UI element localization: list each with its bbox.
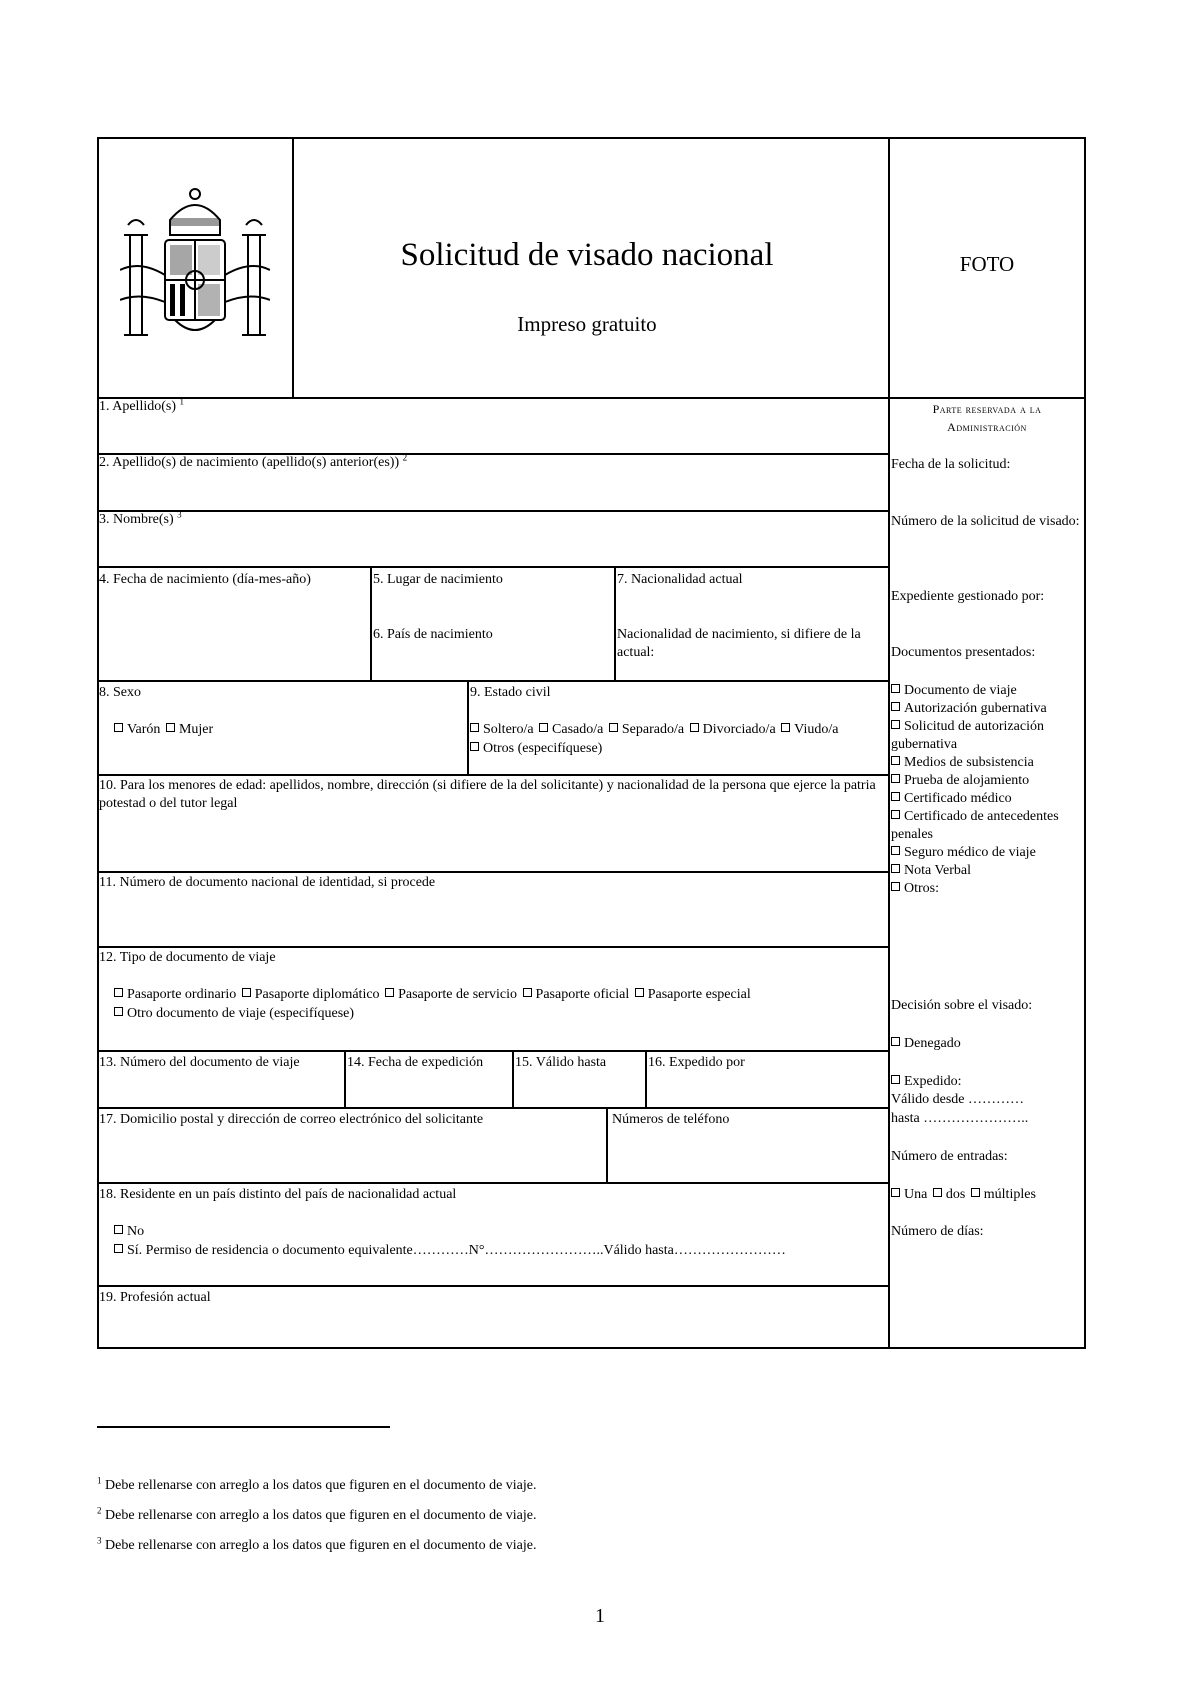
resident-yes-option[interactable]: Sí. Permiso de residencia o documento equivalente…………N°……………………..Válido hasta…………………… [112,1242,786,1260]
admin-heading-line2: Administración [947,420,1027,434]
admin-entradas: Número de entradas: [891,1149,1008,1164]
field-17-label: 17. Domicilio postal y dirección de correo electrónico del solicitante [99,1112,484,1127]
admin-valido-desde: Válido desde ………… [891,1092,1024,1107]
field-16-label: 16. Expedido por [648,1055,745,1070]
list-item[interactable]: Seguro médico de viaje [891,844,1083,862]
list-item[interactable]: Autorización gubernativa [891,700,1083,718]
admin-decision: Decisión sobre el visado: [891,998,1033,1013]
checkbox[interactable] [891,756,900,765]
admin-docs-list[interactable] [891,682,1083,898]
field-14-label: 14. Fecha de expedición [347,1055,484,1070]
checkbox[interactable] [891,1188,900,1197]
checkbox[interactable] [114,1007,123,1016]
field-18-label: 18. Residente en un país distinto del país de nacionalidad actual [99,1187,457,1202]
header-divider [97,397,1086,399]
checkbox[interactable] [891,684,900,693]
checkbox[interactable] [891,1075,900,1084]
checkbox[interactable] [891,774,900,783]
checkbox[interactable] [690,723,699,732]
form-title: Solicitud de visado nacional [400,237,774,273]
row-divider [97,1285,889,1287]
admin-documentos: Documentos presentados: [891,645,1036,660]
footnote-1: $^1$ Debe rellenarse con arreglo a los datos que figuren en el documento de viaje. [97,1475,537,1493]
field-15-label: 15. Válido hasta [515,1055,607,1070]
field-5-label: 5. Lugar de nacimiento [373,572,503,587]
checkbox[interactable] [781,723,790,732]
admin-heading-line1: Parte reservada a la [932,402,1042,416]
footnote-3: $^3$ Debe rellenarse con arreglo a los datos que figuren en el documento de viaje. [97,1535,537,1553]
row-divider [97,566,889,568]
checkbox[interactable] [523,988,532,997]
admin-dias: Número de días: [891,1224,984,1239]
admin-expedido[interactable]: Expedido: [891,1073,1083,1091]
resident-no-option[interactable]: No [112,1223,144,1241]
admin-denegado[interactable]: Denegado [891,1035,1083,1053]
field-6-label: 6. País de nacimiento [373,627,493,642]
page-number: 1 [595,1605,605,1627]
checkbox[interactable] [891,810,900,819]
field-10-label: 10. Para los menores de edad: apellidos, nombre, dirección (si difiere de la del solicitante) y nacionalidad de la persona que ejerce la patria potestad o del tutor legal [99,778,876,811]
field-8-label: 8. Sexo [99,685,141,700]
footnote-2: $^2$ Debe rellenarse con arreglo a los datos que figuren en el documento de viaje. [97,1505,537,1523]
col-divider [370,566,372,680]
field-2-label: 2. Apellido(s) de nacimiento (apellido(s) anterior(es)) $^2$ [99,452,408,470]
checkbox[interactable] [971,1188,980,1197]
checkbox[interactable] [609,723,618,732]
checkbox[interactable] [385,988,394,997]
admin-expediente: Expediente gestionado por: [891,589,1045,604]
field-12-label: 12. Tipo de documento de viaje [99,950,276,965]
checkbox[interactable] [242,988,251,997]
coat-of-arms-emblem [120,180,270,355]
list-item[interactable]: Documento de viaje [891,682,1083,700]
admin-numero: Número de la solicitud de visado: [891,514,1080,529]
checkbox[interactable] [891,882,900,891]
field-9-label: 9. Estado civil [470,685,551,700]
checkbox[interactable] [933,1188,942,1197]
field-7-label: 7. Nacionalidad actual [617,572,743,587]
civil-status-other[interactable]: Otros (especifíquese) [468,740,602,758]
checkbox[interactable] [891,846,900,855]
checkbox[interactable] [114,1244,123,1253]
field-1-label: 1. Apellido(s) $^1$ [99,396,184,414]
checkbox[interactable] [891,720,900,729]
checkbox[interactable] [891,864,900,873]
checkbox[interactable] [114,1225,123,1234]
admin-column-divider [888,137,890,1349]
col-divider [614,566,616,680]
checkbox[interactable] [891,792,900,801]
field-7b-label: Nacionalidad de nacimiento, si difiere de la actual: [617,627,861,660]
row-divider [97,680,889,682]
checkbox[interactable] [166,723,175,732]
admin-hasta: hasta ………………….. [891,1111,1029,1126]
travel-doc-options[interactable]: Pasaporte ordinario Pasaporte diplomático Pasaporte de servicio Pasaporte oficial Pasaporte especial [112,986,751,1004]
field-17b-label: Números de teléfono [612,1112,730,1127]
checkbox[interactable] [891,1037,900,1046]
field-4-label: 4. Fecha de nacimiento (día-mes-año) [99,572,311,587]
row-divider [97,510,889,512]
list-item[interactable]: Medios de subsistencia [891,754,1083,772]
checkbox[interactable] [539,723,548,732]
row-divider [97,1182,889,1184]
travel-doc-other[interactable]: Otro documento de viaje (especifíquese) [112,1005,354,1023]
checkbox[interactable] [114,723,123,732]
list-item[interactable]: Certificado de antecedentes penales [891,809,1059,842]
field-13-label: 13. Número del documento de viaje [99,1055,300,1070]
field-3-label: 3. Nombre(s) $^3$ [99,509,182,527]
footnote-separator [97,1426,390,1428]
civil-status-options[interactable]: Soltero/a Casado/a Separado/a Divorciado/a Viudo/a [468,721,838,739]
photo-placeholder: FOTO [959,252,1015,276]
checkbox[interactable] [470,742,479,751]
admin-heading [891,400,1083,436]
checkbox[interactable] [114,988,123,997]
sex-options[interactable]: Varón Mujer [112,721,213,739]
row-divider [97,871,889,873]
checkbox[interactable] [635,988,644,997]
list-item[interactable]: Nota Verbal [891,862,1083,880]
col-divider [512,1050,514,1107]
list-item[interactable]: Prueba de alojamiento [891,772,1083,790]
form-subtitle: Impreso gratuito [517,312,657,336]
col-divider [606,1107,608,1182]
list-item[interactable]: Otros: [891,880,1083,898]
field-19-label: 19. Profesión actual [99,1290,211,1305]
list-item[interactable]: Solicitud de autorización gubernativa [891,719,1044,752]
col-divider [344,1050,346,1107]
checkbox[interactable] [891,702,900,711]
row-divider [97,1050,889,1052]
admin-entradas-options[interactable]: Una dos múltiples [891,1186,1083,1204]
col-divider [645,1050,647,1107]
list-item[interactable]: Certificado médico [891,790,1083,808]
field-11-label: 11. Número de documento nacional de identidad, si procede [99,875,436,890]
row-divider [97,1107,889,1109]
admin-fecha: Fecha de la solicitud: [891,457,1011,472]
row-divider [97,774,889,776]
checkbox[interactable] [470,723,479,732]
row-divider [97,946,889,948]
